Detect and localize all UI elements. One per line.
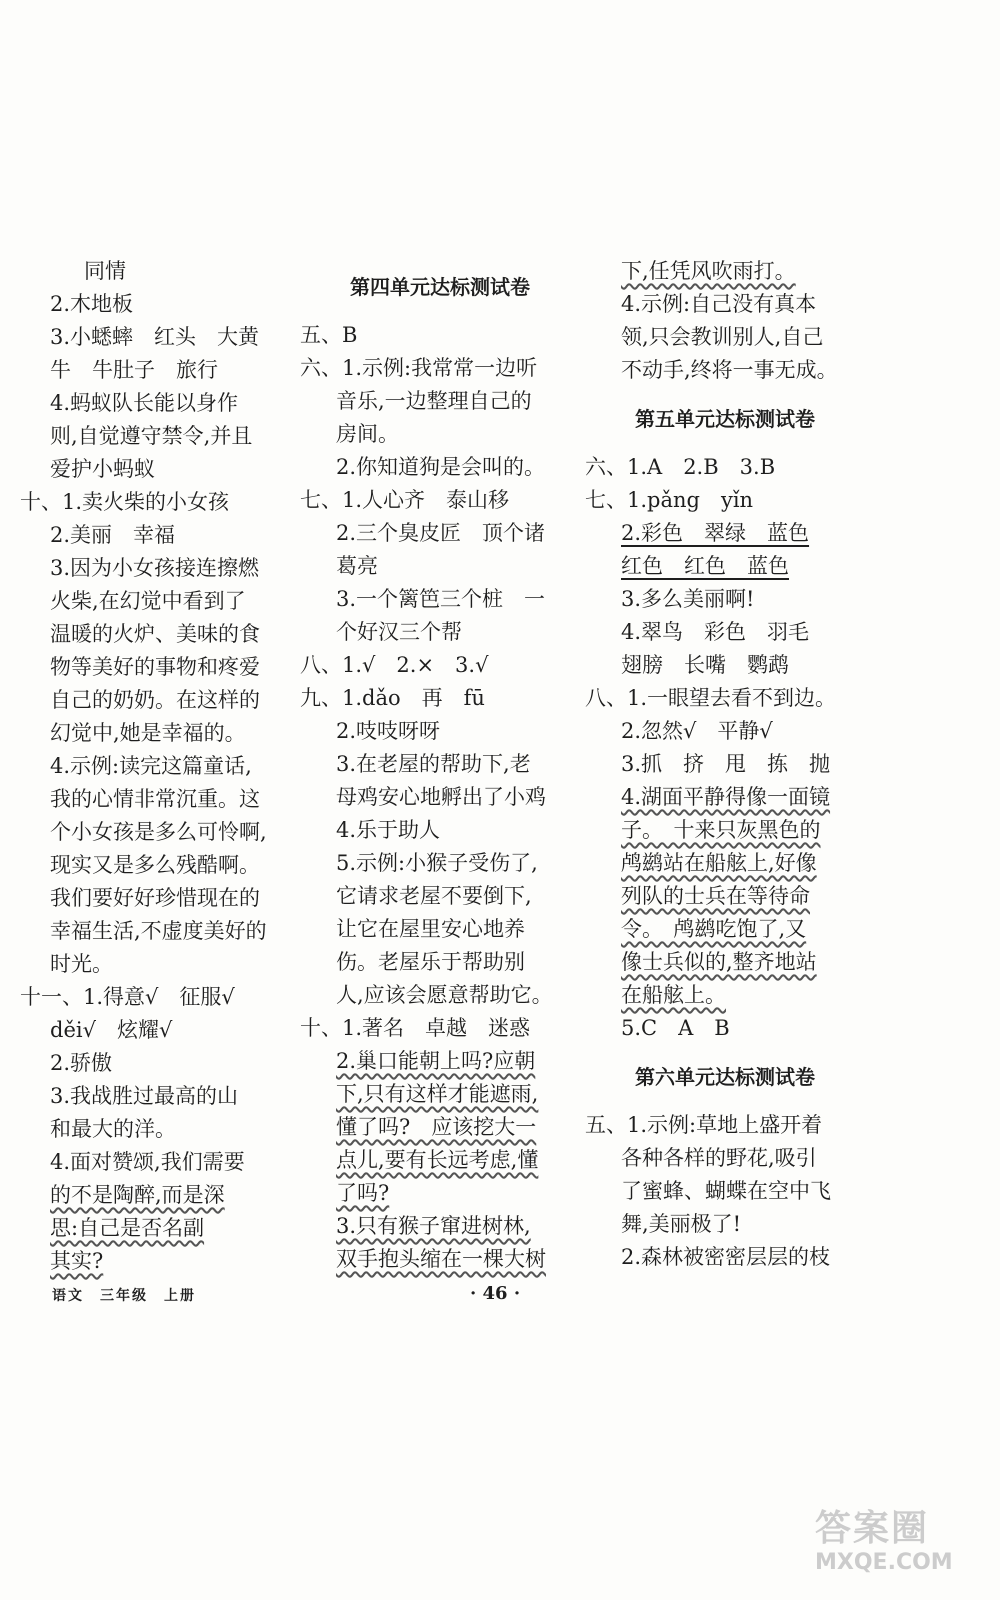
answer-line: 鸬鹚站在船舷上,好像 bbox=[621, 851, 817, 875]
answer-line: 伤。老屋乐于帮助别 bbox=[336, 950, 525, 974]
answer-line: 则,自觉遵守禁令,并且 bbox=[50, 424, 253, 448]
answer-line: 自己的奶奶。在这样的 bbox=[50, 688, 260, 712]
answer-line: 4.示例:读完这篇童话, bbox=[50, 754, 252, 778]
answer-line: 和最大的洋。 bbox=[50, 1117, 176, 1141]
answer-line: 领,只会教训别人,自己 bbox=[621, 325, 824, 349]
answer-line: 母鸡安心地孵出了小鸡 bbox=[336, 785, 546, 809]
column-left bbox=[20, 255, 280, 1278]
answer-line: 其实? bbox=[50, 1249, 104, 1273]
answer-line: 2.美丽 幸福 bbox=[50, 523, 176, 547]
section-heading: 第四单元达标测试卷 bbox=[350, 275, 530, 299]
answer-line: 双手抱头缩在一棵大树 bbox=[336, 1247, 546, 1271]
answer-line: 列队的士兵在等待命 bbox=[621, 884, 810, 908]
answer-line: 5.示例:小猴子受伤了, bbox=[336, 851, 538, 875]
answer-line: 3.在老屋的帮助下,老 bbox=[336, 752, 531, 776]
answer-line: 火柴,在幻觉中看到了 bbox=[50, 589, 246, 613]
answer-line: 2.骄傲 bbox=[50, 1051, 113, 1075]
answer-line: 十、1.著名 卓越 迷惑 bbox=[300, 1016, 531, 1040]
answer-line: 温暖的火炉、美味的食 bbox=[50, 622, 260, 646]
answer-line: 在船舷上。 bbox=[621, 983, 726, 1007]
answer-line: 4.翠鸟 彩色 羽毛 bbox=[621, 620, 810, 644]
column-middle bbox=[300, 255, 580, 1276]
answer-line: 五、1.示例:草地上盛开着 bbox=[585, 1113, 823, 1137]
answer-line: 五、B bbox=[300, 323, 358, 347]
watermark-url: MXQE.COM bbox=[815, 1550, 953, 1575]
answer-line: 六、1.A 2.B 3.B bbox=[585, 455, 776, 479]
answer-line: 3.一个篱笆三个桩 一 bbox=[336, 587, 546, 611]
answer-line: 5.C A B bbox=[621, 1016, 730, 1040]
answer-line: 2.吱吱呀呀 bbox=[336, 719, 441, 743]
answer-line: 了吗? bbox=[336, 1181, 390, 1205]
answer-line: 4.蚂蚁队长能以身作 bbox=[50, 391, 239, 415]
answer-line: 下,只有这样才能遮雨, bbox=[336, 1082, 539, 1106]
answer-line: 3.我战胜过最高的山 bbox=[50, 1084, 239, 1108]
answer-line: 六、1.示例:我常常一边听 bbox=[300, 356, 538, 380]
answer-line: 我们要好好珍惜现在的 bbox=[50, 886, 260, 910]
answer-line: 个好汉三个帮 bbox=[336, 620, 462, 644]
answer-line: 十、1.卖火柴的小女孩 bbox=[20, 490, 230, 514]
answer-line: 2.彩色 翠绿 蓝色 bbox=[621, 521, 810, 545]
answer-line: 下,任凭风吹雨打。 bbox=[621, 259, 796, 283]
answer-line: 2.忽然√ 平静√ bbox=[621, 719, 773, 743]
answer-line: 牛 牛肚子 旅行 bbox=[50, 358, 218, 382]
answer-line: 八、1.一眼望去看不到边。 bbox=[585, 686, 837, 710]
answer-line: 葛亮 bbox=[336, 554, 378, 578]
answer-line: 4.乐于助人 bbox=[336, 818, 441, 842]
answer-line: 它请求老屋不要倒下, bbox=[336, 884, 532, 908]
answer-line: 个小女孩是多么可怜啊, bbox=[50, 820, 267, 844]
answer-line: 幸福生活,不虚度美好的 bbox=[50, 919, 267, 943]
answer-line: 九、1.dǎo 再 fū bbox=[300, 686, 485, 710]
answer-line: 了蜜蜂、蝴蝶在空中飞 bbox=[621, 1179, 831, 1203]
answer-line: 我的心情非常沉重。这 bbox=[50, 787, 260, 811]
answer-line: 2.你知道狗是会叫的。 bbox=[336, 455, 546, 479]
answer-line: 懂了吗? 应该挖大一 bbox=[336, 1115, 537, 1139]
answer-line: 音乐,一边整理自己的 bbox=[336, 389, 532, 413]
answer-line: 思:自己是否名副 bbox=[50, 1216, 205, 1240]
answer-line: 红色 红色 蓝色 bbox=[621, 554, 789, 578]
answer-line: 爱护小蚂蚁 bbox=[50, 457, 155, 481]
answer-line: 的不是陶醉,而是深 bbox=[50, 1183, 225, 1207]
answer-line: 3.多么美丽啊! bbox=[621, 587, 755, 611]
page-number: · 46 · bbox=[470, 1283, 521, 1304]
answer-line: 4.湖面平静得像一面镜 bbox=[621, 785, 831, 809]
answer-line: 各种各样的野花,吸引 bbox=[621, 1146, 817, 1170]
answer-line: 2.巢口能朝上吗?应朝 bbox=[336, 1049, 536, 1073]
answer-line: 时光。 bbox=[50, 952, 113, 976]
answer-line: 现实又是多么残酷啊。 bbox=[50, 853, 260, 877]
answer-line: 房间。 bbox=[336, 422, 399, 446]
column-right bbox=[585, 255, 865, 1274]
answer-line: 舞,美丽极了! bbox=[621, 1212, 742, 1236]
answer-line: 七、1.人心齐 泰山移 bbox=[300, 488, 510, 512]
answer-line: 3.只有猴子窜进树林, bbox=[336, 1214, 531, 1238]
answer-line: 3.因为小女孩接连擦燃 bbox=[50, 556, 260, 580]
answer-line: 3.抓 挤 甩 拣 抛 bbox=[621, 752, 831, 776]
answer-line: 像士兵似的,整齐地站 bbox=[621, 950, 817, 974]
answer-line: 同情 bbox=[84, 259, 126, 283]
answer-line: 3.小蟋蟀 红头 大黄 bbox=[50, 325, 260, 349]
book-subject-footer: 语文 三年级 上册 bbox=[52, 1288, 196, 1304]
answer-line: 十一、1.得意√ 征服√ bbox=[20, 985, 235, 1009]
answer-line: 子。 十来只灰黑色的 bbox=[621, 818, 821, 842]
section-heading: 第六单元达标测试卷 bbox=[635, 1065, 815, 1089]
answer-line: 让它在屋里安心地养 bbox=[336, 917, 525, 941]
answer-line: 2.森林被密密层层的枝 bbox=[621, 1245, 831, 1269]
answer-line: 人,应该会愿意帮助它。 bbox=[336, 983, 553, 1007]
watermark-logo bbox=[815, 1500, 985, 1580]
answer-line: 不动手,终将一事无成。 bbox=[621, 358, 838, 382]
answer-line: 令。 鸬鹚吃饱了,又 bbox=[621, 917, 807, 941]
answer-line: 2.三个臭皮匠 顶个诸 bbox=[336, 521, 546, 545]
answer-line: 八、1.√ 2.× 3.√ bbox=[300, 653, 489, 677]
watermark-text: 答案圈 bbox=[815, 1508, 930, 1549]
answer-line: děi√ 炫耀√ bbox=[50, 1018, 173, 1042]
answer-line: 物等美好的事物和疼爱 bbox=[50, 655, 260, 679]
section-heading: 第五单元达标测试卷 bbox=[635, 407, 815, 431]
answer-line: 点儿,要有长远考虑,懂 bbox=[336, 1148, 539, 1172]
answer-line: 4.示例:自己没有真本 bbox=[621, 292, 817, 316]
answer-line: 幻觉中,她是幸福的。 bbox=[50, 721, 246, 745]
answer-line: 七、1.pǎng yǐn bbox=[585, 488, 754, 512]
answer-line: 翅膀 长嘴 鹦鹉 bbox=[621, 653, 789, 677]
answer-line: 4.面对赞颂,我们需要 bbox=[50, 1150, 245, 1174]
answer-line: 2.木地板 bbox=[50, 292, 134, 316]
